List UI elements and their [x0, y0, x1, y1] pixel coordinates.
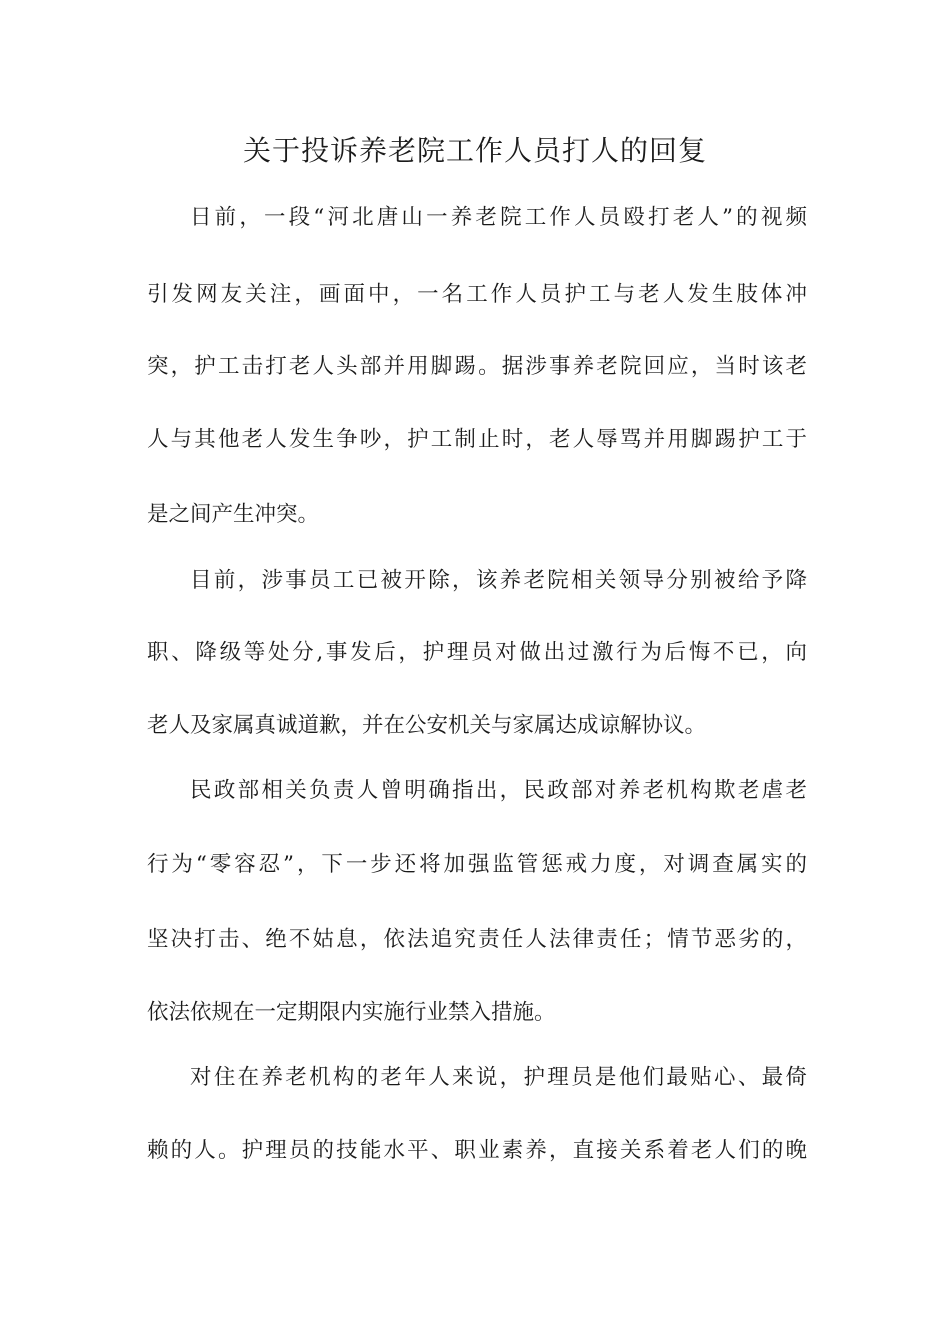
paragraph-3-line-3: 坚决打击、绝不姑息，依法追究责任人法律责任；情节恶劣的，: [147, 927, 807, 952]
paragraph-2-line-2: 职、降级等处分,事发后，护理员对做出过激行为后悔不已，向: [147, 640, 807, 665]
paragraph-4-line-1: 对住在养老机构的老年人来说，护理员是他们最贴心、最倚: [190, 1065, 807, 1090]
paragraph-3-line-4: 依法依规在一定期限内实施行业禁入措施。: [147, 1000, 556, 1025]
paragraph-3-line-2: 行为“零容忍”，下一步还将加强监管惩戒力度，对调查属实的: [147, 852, 807, 877]
paragraph-1-line-2: 引发网友关注，画面中，一名工作人员护工与老人发生肢体冲: [147, 282, 807, 307]
paragraph-1-line-4: 人与其他老人发生争吵，护工制止时，老人辱骂并用脚踢护工于: [147, 427, 807, 452]
paragraph-3-line-1: 民政部相关负责人曾明确指出，民政部对养老机构欺老虐老: [190, 778, 807, 803]
paragraph-2-line-1: 目前，涉事员工已被开除，该养老院相关领导分别被给予降: [190, 568, 807, 593]
document-title: 关于投诉养老院工作人员打人的回复: [242, 134, 707, 167]
paragraph-2-line-3: 老人及家属真诚道歉，并在公安机关与家属达成谅解协议。: [147, 713, 707, 738]
paragraph-4-line-2: 赖的人。护理员的技能水平、职业素养，直接关系着老人们的晚: [147, 1138, 807, 1163]
paragraph-1-line-5: 是之间产生冲突。: [147, 502, 320, 527]
paragraph-1-line-1: 日前，一段“河北唐山一养老院工作人员殴打老人”的视频: [190, 205, 807, 230]
paragraph-1-line-3: 突，护工击打老人头部并用脚踢。据涉事养老院回应，当时该老: [147, 354, 807, 379]
